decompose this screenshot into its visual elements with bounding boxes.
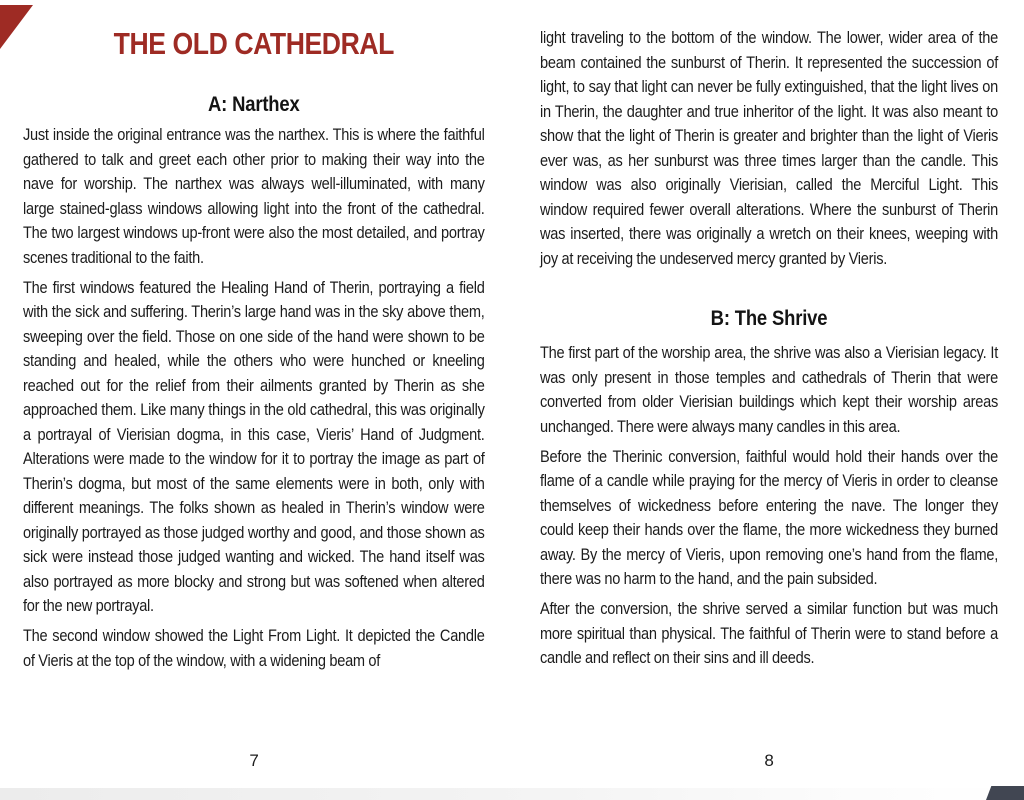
page-left <box>23 0 485 800</box>
page-curl-corner-icon <box>0 5 33 49</box>
bottom-right-corner-tab <box>986 786 1024 800</box>
paragraph-narthex-continuation: light traveling to the bottom of the window. The lower, wider area of the beam contained the sunburst of Therin. It represented the succession of light, to say that light can never be fully extinguished, that the light lives on in Therin, the daughter and true inheritor of the light. It was also meant to show that the light of Therin is greater and brighter than the light of Vieris ever was, as her sunburst was three times larger than the candle. This window was also originally Vierisian, called the Merciful Light. This window required fewer overall alterations. Where the sunburst of Therin was inserted, there was originally a wretch on their knees, weeping with joy at receiving the undeserved mercy granted by Vieris. <box>540 28 999 268</box>
section-heading-shrive: B: The Shrive <box>710 306 828 330</box>
page-stack-edge <box>0 788 1012 800</box>
page-right-content <box>540 0 998 671</box>
paragraph-narthex-3: The second window showed the Light From Light. It depicted the Candle of Vieris at the top of the window, with a widening beam of <box>23 626 485 670</box>
section-heading-narthex: A: Narthex <box>208 92 300 116</box>
paragraph-narthex-2: The first windows featured the Healing Hand of Therin, portraying a field with the sick and suffering. Therin’s large hand was in the sky above them, sweeping over the field. Those on one side of the hand were shown to be standing and healed, while the others who were hunched or kneeling reached out for the relief from their ailments granted by Therin as she approached them. Like many things in the old cathedral, this was originally a portrayal of Vierisian dogma, in this case, Vieris’ Hand of Judgment. Alterations were made to the window for it to portray the image as part of Therin’s dogma, but most of the same elements were in both, only with different meanings. The folks shown as healed in Therin’s window were originally portrayed as those judged worthy and good, and those shown as sick were instead those judged wanting and wicked. The hand itself was also portrayed as more blocky and strong but was softened when altered for the new portrayal. <box>23 277 485 615</box>
paragraph-shrive-3: After the conversion, the shrive served a similar function but was much more spiritual than physical. The faithful of Therin were to stand before a candle and reflect on their sins and ill deeds. <box>540 599 999 667</box>
paragraph-narthex-1: Just inside the original entrance was the narthex. This is where the faithful gathered to talk and greet each other prior to making their way into the nave for worship. The narthex was always well-illuminated, with many large stained-glass windows allowing light into the front of the cathedral. The two largest windows up-front were also the most detailed, and portray scenes traditional to the faith. <box>23 125 485 267</box>
page-number-right: 8 <box>764 751 774 770</box>
paragraph-shrive-2: Before the Therinic conversion, faithful would hold their hands over the flame of a candle while praying for the mercy of Vieris in order to cleanse themselves of wickedness before entering the nave. The longer they could keep their hands over the flame, the more wickedness they burned away. By the mercy of Vieris, upon removing one’s hand from the flame, there was no harm to the hand, and the pain subsided. <box>540 446 999 588</box>
chapter-title: THE OLD CATHEDRAL <box>113 26 394 61</box>
page-right <box>540 0 998 800</box>
page-number-left: 7 <box>249 751 259 770</box>
page-left-content <box>23 27 485 673</box>
paragraph-shrive-1: The first part of the worship area, the shrive was also a Vierisian legacy. It was only present in those temples and cathedrals of Therin that were converted from older Vierisian buildings which kept their worship areas unchanged. There were always many candles in this area. <box>540 343 999 436</box>
